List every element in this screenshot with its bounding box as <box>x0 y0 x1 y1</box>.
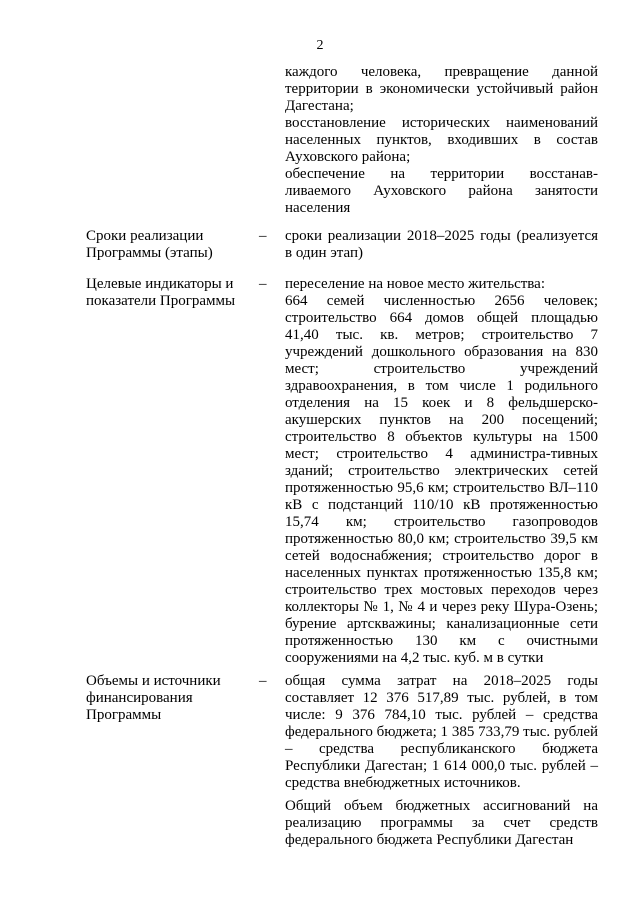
section-terms-paragraph: сроки реализации 2018–2025 годы (реализуется в один этап) <box>285 228 598 261</box>
section-indicators-content <box>285 276 598 667</box>
page-number: 2 <box>316 38 324 53</box>
top-paragraph-3: обеспечение на территории восстанав-ливаемого Ауховского района занятости населения <box>285 166 598 216</box>
section-indicators-paragraph-2: 664 семей численностью 2656 человек; строительство 664 домов общей площадью 41,40 тыс. кв. метров; строительство 7 учреждений дошкольного образования на 830 мест; строительство учреждений здравоохранения, в том числе 1 родильного отделения на 15 коек и 8 фельдшерско-акушерских пунктов на 200 посещений; строительство 8 объектов культуры на 1500 мест; строительство 4 администра-тивных зданий; строительство электрических сетей протяженностью 95,6 км; строительство ВЛ–110 кВ с подстанций 110/10 кВ протяженностью 15,74 км; строительство газопроводов протяженностью 80,0 км; строительство 39,5 км сетей водоснабжения; строительство дорог в населенных пунктах протяженностью 135,8 км; строительство трех мостовых переходов через коллекторы № 1, № 4 и через реку Шура-Озень; бурение артскважины; канализационные сети протяженностью 130 км с очистными сооружениями на 4,2 тыс. куб. м в сутки <box>285 293 598 666</box>
section-indicators-dash: – <box>259 276 267 292</box>
top-paragraph-2: восстановление исторических наименований населенных пунктов, входивших в состав Ауховского района; <box>285 115 598 165</box>
section-financing-content <box>285 673 598 849</box>
section-financing-dash: – <box>259 673 267 689</box>
section-terms-dash: – <box>259 228 267 244</box>
section-financing-paragraph-1: общая сумма затрат на 2018–2025 годы составляет 12 376 517,89 тыс. рублей, в том числе: 9 376 784,10 тыс. рублей – средства федерального бюджета; 1 385 733,79 тыс. рублей – средства республиканского бюджета Республики Дагестан; 1 614 000,0 тыс. рублей – средства внебюджетных источников. <box>285 673 598 791</box>
section-financing-paragraph-2: Общий объем бюджетных ассигнований на реализацию программы за счет средств федерального бюджета Республики Дагестан <box>285 798 598 848</box>
section-terms-label: Сроки реализации Программы (этапы) <box>86 228 213 261</box>
section-indicators-paragraph-1: переселение на новое место жительства: <box>285 276 545 292</box>
section-financing-label: Объемы и источники финансирования Программы <box>86 673 221 723</box>
section-terms-content <box>285 228 598 262</box>
section-indicators-label: Целевые индикаторы и показатели Программы <box>86 276 236 309</box>
top-block-content <box>285 64 598 217</box>
top-paragraph-1: каждого человека, превращение данной территории в экономически устойчивый район Дагестана; <box>285 64 598 114</box>
